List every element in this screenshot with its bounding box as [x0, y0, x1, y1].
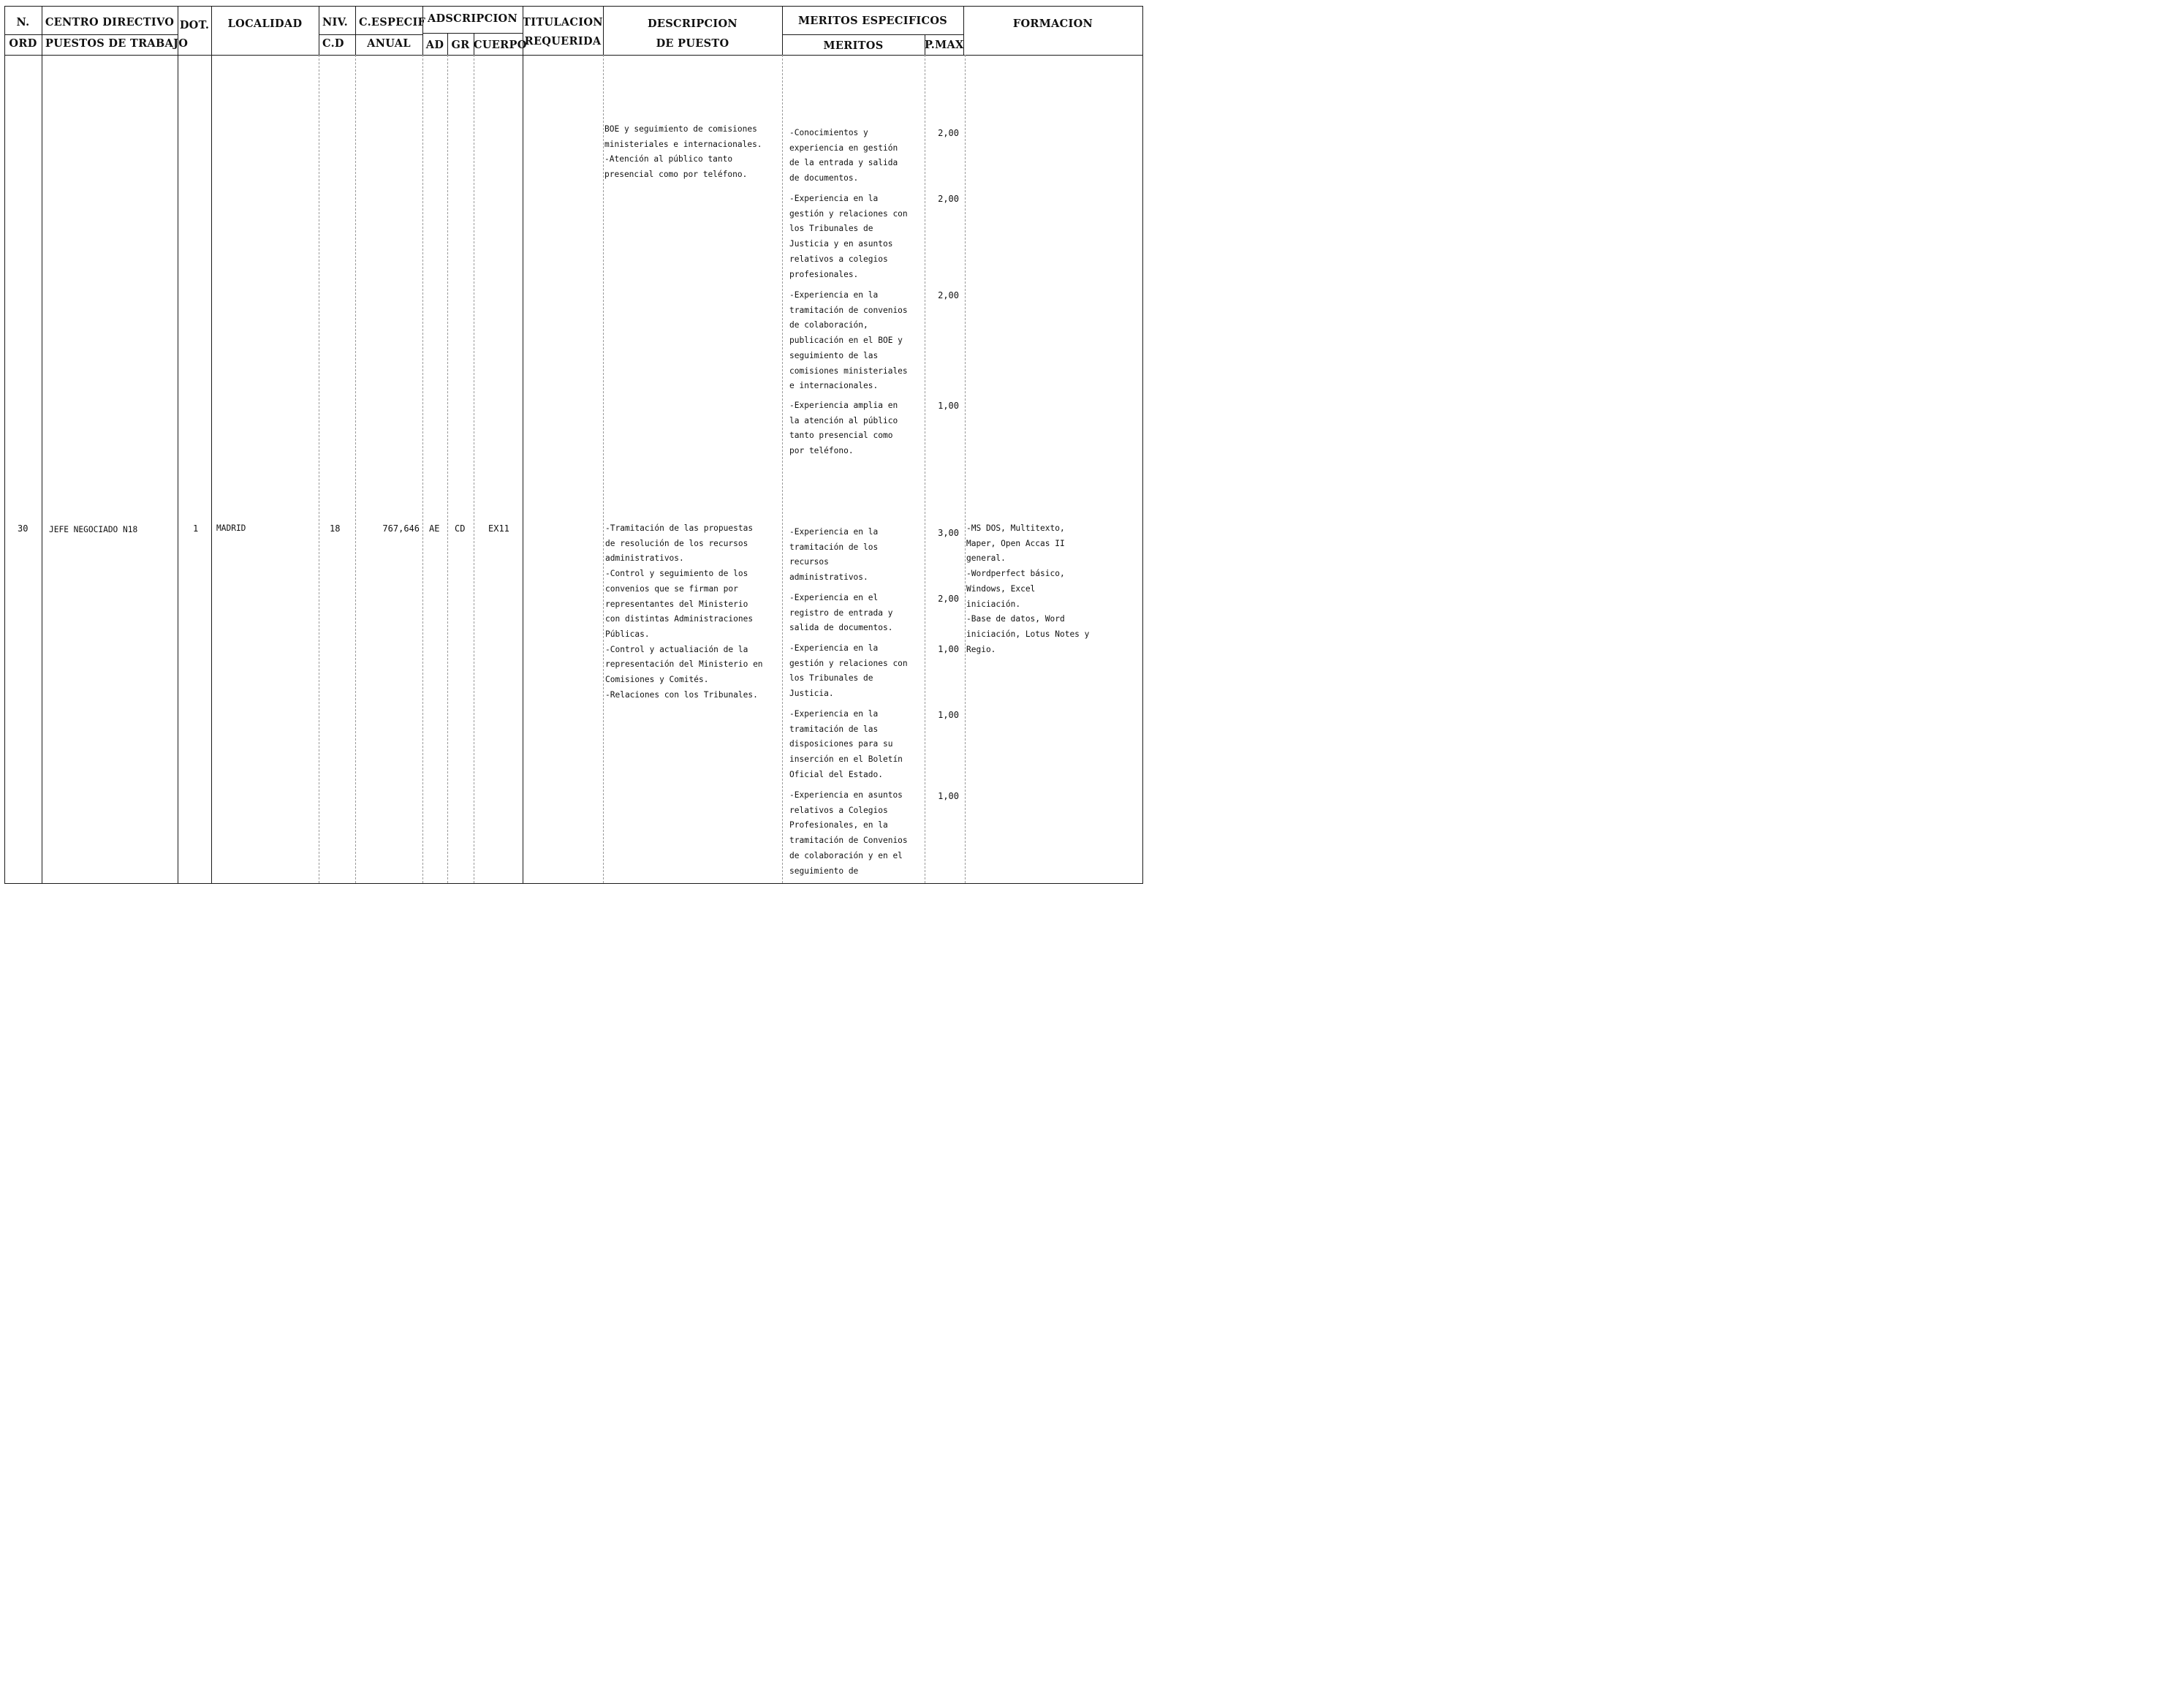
table-right-border [1142, 6, 1143, 883]
header-subheader-divider-left [4, 34, 178, 35]
row30-dot: 1 [193, 523, 199, 534]
header-descripcion: DESCRIPCION [648, 18, 738, 30]
row30-descripcion: -Tramitación de las propuestas de resolución de los recursos administrativos. -Control y seguimiento de los convenios que se firman por representantes del Ministerio con distintas Administraciones Públicas. -Control y actualiación de la representación del Ministerio en Comisiones y Comités. -Relaciones con los Tribunales. [605, 523, 763, 700]
row30-merito-5-points: 1,00 [938, 791, 959, 801]
header-dot: DOT. [179, 19, 210, 31]
table-bottom-border [4, 883, 1143, 884]
body-sep-pmax [965, 55, 966, 883]
header-puestos-de-trabajo: PUESTOS DE TRABAJO [45, 37, 189, 50]
row30-gr: CD [455, 523, 466, 534]
body-sep-niv [355, 55, 356, 883]
continuation-merito-4: -Experiencia amplia en la atención al público tanto presencial como por teléfono. [789, 401, 898, 456]
header-meritos-especificos: MERITOS ESPECIFICOS [797, 15, 948, 27]
header-subheader-divider-adscripcion [422, 33, 523, 34]
document-page [0, 0, 1146, 886]
body-sep-cesp [422, 55, 423, 883]
row30-merito-2: -Experiencia en el registro de entrada y salida de documentos. [789, 593, 893, 633]
header-subheader-divider-niv [319, 34, 422, 35]
header-niv-top: NIV. [322, 16, 349, 29]
row30-cuerpo: EX11 [488, 523, 509, 534]
row30-merito-3: -Experiencia en la gestión y relaciones con los Tribunales de Justicia. [789, 643, 908, 699]
row30-c-especif: 767,646 [382, 523, 420, 534]
body-sep-descripcion [782, 55, 783, 883]
continuation-merito-1-points: 2,00 [938, 128, 959, 138]
continuation-merito-2: -Experiencia en la gestión y relaciones con los Tribunales de Justicia y en asuntos relativos a colegios profesionales. [789, 194, 908, 279]
body-sep-titulacion [603, 55, 604, 883]
continuation-merito-4-points: 1,00 [938, 401, 959, 411]
row30-merito-4: -Experiencia en la tramitación de las disposiciones para su inserción en el Boletín Oficial del Estado. [789, 709, 903, 779]
header-centro-directivo: CENTRO DIRECTIVO [45, 16, 175, 29]
continuation-merito-1: -Conocimientos y experiencia en gestión de la entrada y salida de documentos. [789, 128, 898, 183]
row30-merito-5: -Experiencia en asuntos relativos a Colegios Profesionales, en la tramitación de Convenios de colaboración y en el seguimiento de [789, 790, 908, 876]
header-anual: ANUAL [367, 37, 411, 50]
row30-n-ord: 30 [18, 523, 29, 534]
row30-merito-2-points: 2,00 [938, 594, 959, 604]
header-titulacion: TITULACION [523, 16, 603, 29]
header-localidad: LOCALIDAD [227, 18, 303, 30]
row30-puesto: JEFE NEGOCIADO N18 [49, 525, 138, 534]
continuation-merito-3-points: 2,00 [938, 290, 959, 300]
continuation-merito-2-points: 2,00 [938, 194, 959, 204]
continuation-merito-3: -Experiencia en la tramitación de convenios de colaboración, publicación en el BOE y seguimiento de las comisiones ministeriales e internacionales. [789, 290, 908, 391]
row30-merito-1-points: 3,00 [938, 528, 959, 538]
body-sep-dot [211, 55, 212, 883]
header-c-especif: C.ESPECIF [359, 16, 426, 29]
header-de-puesto: DE PUESTO [656, 37, 729, 50]
row30-merito-3-points: 1,00 [938, 644, 959, 654]
header-niv-bottom: C.D [322, 37, 344, 50]
row30-merito-1: -Experiencia en la tramitación de los recursos administrativos. [789, 527, 879, 583]
header-ad: AD [425, 39, 444, 51]
row30-localidad: MADRID [216, 523, 246, 533]
header-bottom-border [4, 55, 1143, 56]
col-sep-dot [211, 6, 212, 55]
row30-ad: AE [429, 523, 440, 534]
header-requerida: REQUERIDA [524, 35, 602, 48]
header-adscripcion: ADSCRIPCION [427, 12, 518, 25]
row30-merito-4-points: 1,00 [938, 710, 959, 720]
row30-formacion: -MS DOS, Multitexto, Maper, Open Accas II general. -Wordperfect básico, Windows, Excel iniciación. -Base de datos, Word iniciación, Lotus Notes y Regio. [966, 523, 1090, 654]
header-gr: GR [451, 39, 470, 51]
header-subheader-divider-meritos [782, 34, 963, 35]
continuation-descripcion: BOE y seguimiento de comisiones ministeriales e internacionales. -Atención al público tanto presencial como por teléfono. [604, 124, 762, 180]
table-left-border [4, 6, 5, 883]
body-sep-ad [447, 55, 448, 883]
table-top-border [4, 6, 1143, 7]
header-formacion: FORMACION [1012, 18, 1093, 30]
header-cuerpo: CUERPO [474, 39, 527, 51]
header-n-ord-top: N. [16, 16, 30, 29]
header-meritos: MERITOS [823, 39, 884, 52]
row30-nivel: 18 [330, 523, 341, 534]
header-pmax: P.MAX [925, 39, 964, 51]
header-n-ord-bottom: ORD [9, 37, 37, 50]
